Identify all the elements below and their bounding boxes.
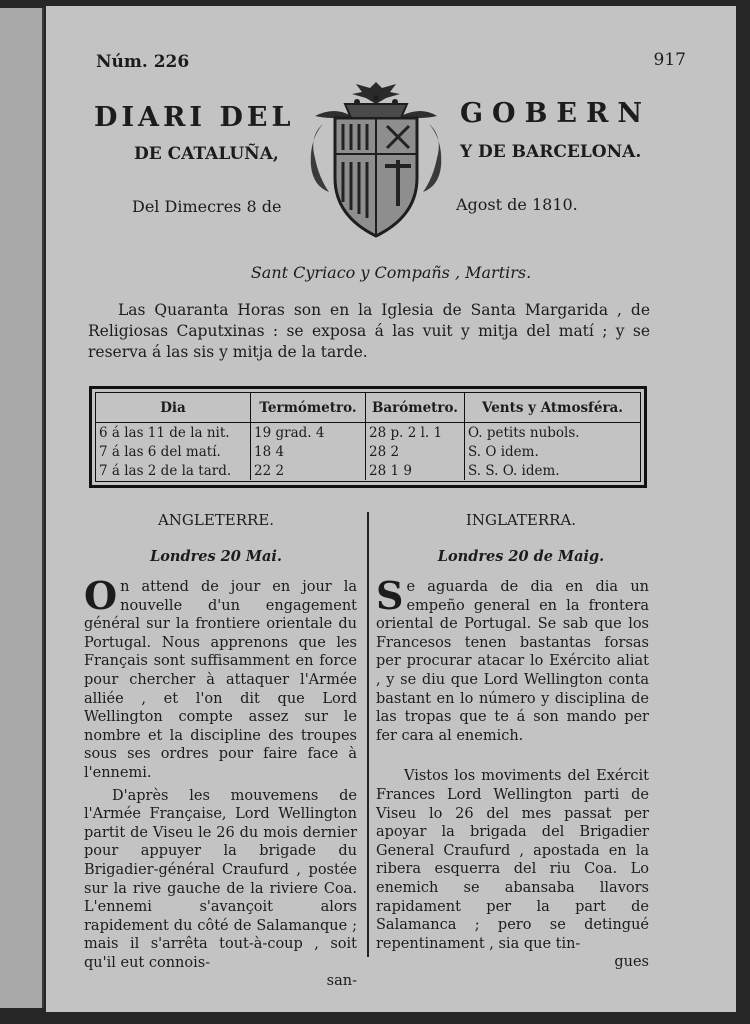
cell-termometro: 18 4	[251, 442, 366, 461]
cell-vents: S. O idem.	[468, 443, 539, 460]
article-paragraph: e aguarda de dia en dia un empeño general en la frontera oriental de Portugal. Se sab que los Francesos tenen bastantas forsas per procurar atacar lo Exército aliat , y se diu que Lord Wellington conta bastant en lo número y disciplina de las tropas que te á son mando per fer cara al enemich.	[376, 579, 649, 744]
subtitle-right: Y DE BARCELONA.	[460, 142, 642, 162]
weather-table	[89, 386, 647, 488]
header-vents: Vents y Atmosféra.	[465, 393, 641, 423]
cell-barometro: 28 p. 2 l. 1	[366, 423, 465, 443]
cell-termometro: 22 2	[251, 461, 366, 480]
left-column-heading: ANGLETERRE.	[157, 511, 275, 529]
coat-of-arms-seal	[301, 76, 451, 244]
table-row	[96, 423, 640, 443]
right-column-dateline: Londres 20 de Maig.	[437, 548, 605, 565]
catchword: san-	[326, 973, 357, 990]
table-header-row	[96, 393, 640, 423]
weather-table-grid	[96, 393, 640, 480]
article-paragraph: n attend de jour en jour la nouvelle d'un engagement général sur la frontiere orientale du Portugal. Nous apprenons que les Français sont suffisamment en force pour chercher à attaquer l'Armée alliée , et l'on dit que Lord Wellington compte assez sur le nombre et la discipline des troupes sous ses ordres pour faire face à l'ennemi.	[84, 579, 357, 781]
left-column-article	[84, 573, 357, 991]
issue-number: Núm. 226	[96, 52, 190, 72]
notice-text: Las Quaranta Horas son en la Iglesia de Santa Margarida , de Religiosas Caputxinas : se exposa á las vuit y mitja del matí ; y se reserva á las sis y mitja de la tarde.	[88, 301, 650, 361]
cell-vents: O. petits nubols.	[468, 424, 580, 441]
masthead-right: GOBERN	[460, 98, 652, 129]
drop-cap: S	[376, 573, 404, 618]
article-paragraph: D'après les mouvemens de l'Armée Française, Lord Wellington partit de Viseu le 26 du mois dernier pour appuyer la brigade du Brigadier-général Craufurd , postée sur la rive gauche de la riviere Coa. L'ennemi s'avançoit alors rapidement du côté de Salamanque ; mais il s'arrêta tout-à-coup , soit qu'il eut connois-	[84, 787, 357, 971]
cell-dia: 7 á las 2 de la tard.	[96, 461, 251, 480]
right-column-heading: INGLATERRA.	[465, 511, 577, 529]
cell-dia: 6 á las 11 de la nit.	[96, 423, 251, 443]
table-row	[96, 442, 640, 461]
date-left: Del Dimecres 8 de	[132, 197, 282, 216]
cell-vents: S. S. O. idem.	[468, 462, 560, 479]
left-column-dateline: Londres 20 Mai.	[150, 548, 282, 565]
page-number: 917	[653, 50, 686, 70]
cell-barometro: 28 1 9	[366, 461, 465, 480]
date-right: Agost de 1810.	[456, 195, 578, 214]
forty-hours-notice	[88, 300, 650, 363]
cell-barometro: 28 2	[366, 442, 465, 461]
facing-page-edge	[0, 8, 44, 1008]
header-dia: Dia	[96, 393, 251, 423]
cell-termometro: 19 grad. 4	[251, 423, 366, 443]
article-paragraph: Vistos los moviments del Exércit Frances Lord Wellington parti de Viseu lo 26 del mes passat per apoyar la brigada del Brigadier General Craufurd , apostada en la ribera esquerra del riu Coa. Lo enemich se abansaba llavors rapidament per la part de Salamanca ; pero se detingué repentinament , sia que tin-	[376, 768, 649, 952]
cell-dia: 7 á las 6 del matí.	[96, 442, 251, 461]
drop-cap: O	[84, 573, 118, 618]
column-divider	[367, 512, 369, 957]
table-row	[96, 461, 640, 480]
header-termometro: Termómetro.	[251, 393, 366, 423]
saint-of-the-day: Sant Cyriaco y Compañs , Martirs.	[250, 263, 532, 282]
catchword: gues	[614, 954, 649, 971]
masthead-left: DIARI DEL	[94, 102, 295, 133]
header-barometro: Barómetro.	[366, 393, 465, 423]
newspaper-page	[46, 6, 736, 1012]
right-column-article	[376, 573, 649, 972]
subtitle-left: DE CATALUÑA,	[134, 144, 279, 164]
